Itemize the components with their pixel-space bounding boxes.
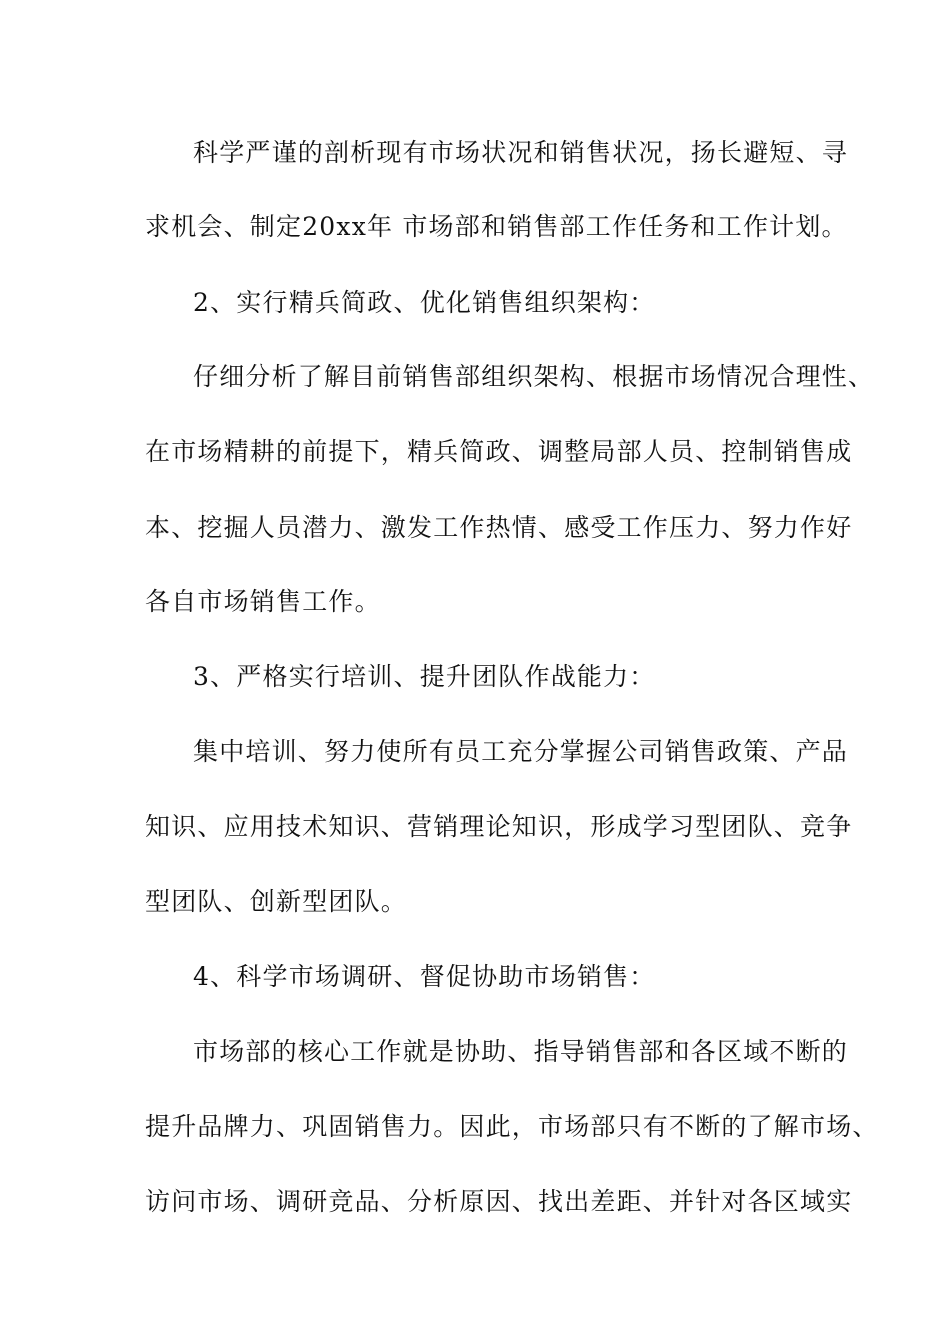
paragraph-line: 集中培训、努力使所有员工充分掌握公司销售政策、产品 bbox=[193, 737, 849, 766]
paragraph-line: 各自市场销售工作。 bbox=[145, 587, 381, 616]
section-heading-3: 3、严格实行培训、提升团队作战能力： bbox=[193, 662, 656, 691]
paragraph-line: 市场部的核心工作就是协助、指导销售部和各区域不断的 bbox=[193, 1037, 849, 1066]
paragraph-line: 提升品牌力、巩固销售力。因此，市场部只有不断的了解市场、 bbox=[145, 1112, 879, 1141]
section-heading-4: 4、科学市场调研、督促协助市场销售： bbox=[193, 962, 656, 991]
paragraph-line: 求机会、制定20xx年 市场部和销售部工作任务和工作计划。 bbox=[145, 212, 848, 241]
paragraph-line: 访问市场、调研竞品、分析原因、找出差距、并针对各区域实 bbox=[145, 1187, 853, 1216]
paragraph-line: 科学严谨的剖析现有市场状况和销售状况，扬长避短、寻 bbox=[193, 138, 849, 167]
paragraph-line: 仔细分析了解目前销售部组织架构、根据市场情况合理性、 bbox=[193, 362, 875, 391]
paragraph-line: 型团队、创新型团队。 bbox=[145, 887, 408, 916]
paragraph-line: 知识、应用技术知识、营销理论知识，形成学习型团队、竞争 bbox=[145, 812, 853, 841]
section-heading-2: 2、实行精兵简政、优化销售组织架构： bbox=[193, 288, 656, 317]
paragraph-line: 本、挖掘人员潜力、激发工作热情、感受工作压力、努力作好 bbox=[145, 513, 853, 542]
paragraph-line: 在市场精耕的前提下，精兵简政、调整局部人员、控制销售成 bbox=[145, 437, 853, 466]
